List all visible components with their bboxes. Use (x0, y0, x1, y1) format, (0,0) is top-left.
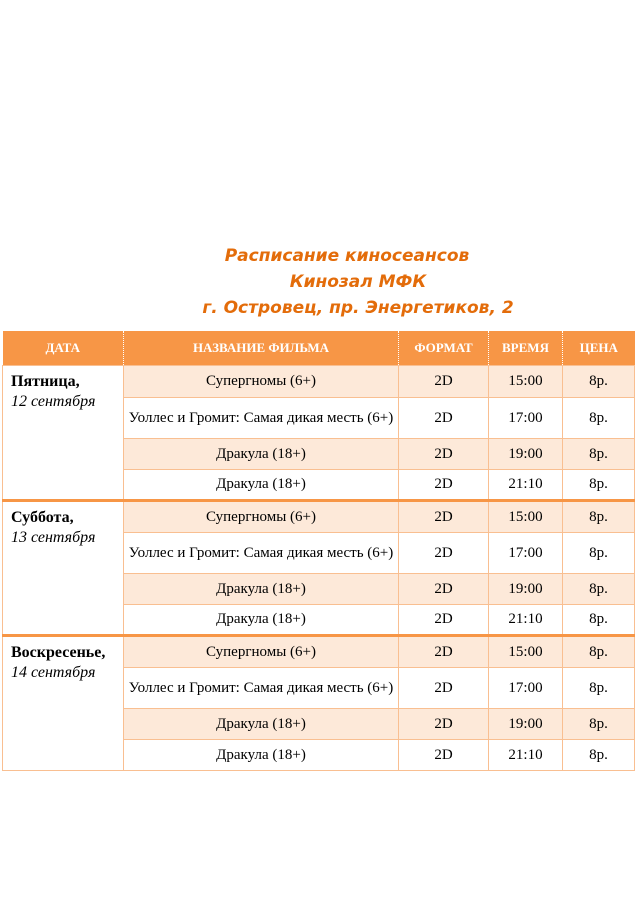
price-cell: 8р. (563, 636, 635, 668)
format-cell: 2D (399, 533, 489, 574)
time-cell: 17:00 (489, 668, 563, 709)
price-cell: 8р. (563, 366, 635, 398)
title-line-1: Расписание киносеансов (224, 246, 470, 266)
date-cell (3, 636, 124, 771)
day-date: 14 сентября (11, 664, 96, 681)
table-row (3, 501, 635, 533)
day-date: 13 сентября (11, 529, 96, 546)
film-title: Дракула (18+) (216, 476, 306, 492)
schedule-title (0, 243, 636, 321)
price-cell: 8р. (563, 501, 635, 533)
film-title: Дракула (18+) (216, 580, 306, 597)
column-header-price: ЦЕНА (563, 331, 635, 366)
time-cell: 17:00 (489, 533, 563, 574)
film-title: Супергномы (6+) (206, 373, 316, 389)
date-cell (3, 501, 124, 636)
format-cell: 2D (399, 574, 489, 605)
film-cell (124, 533, 399, 574)
format-cell: 2D (399, 366, 489, 398)
day-name: Суббота, (11, 509, 74, 526)
day-name: Пятница, (11, 373, 80, 390)
table-header-row (3, 331, 635, 366)
time-cell: 15:00 (489, 366, 563, 398)
schedule-table (2, 331, 635, 771)
film-title: Уоллес и Громит: Самая дикая месть (6+) (128, 544, 394, 561)
film-cell (124, 740, 399, 771)
format-cell: 2D (399, 470, 489, 501)
column-header-date: ДАТА (3, 331, 124, 366)
film-title: Дракула (18+) (216, 715, 306, 732)
column-header-time: ВРЕМЯ (489, 331, 563, 366)
day-date: 12 сентября (11, 393, 96, 410)
film-cell (124, 398, 399, 439)
format-cell: 2D (399, 398, 489, 439)
film-cell (124, 574, 399, 605)
price-cell: 8р. (563, 605, 635, 636)
format-cell: 2D (399, 740, 489, 771)
price-cell: 8р. (563, 740, 635, 771)
film-title: Уоллес и Громит: Самая дикая месть (6+) (128, 409, 394, 426)
date-cell (3, 366, 124, 501)
film-title: Дракула (18+) (216, 445, 306, 462)
film-title: Дракула (18+) (216, 746, 306, 763)
time-cell: 19:00 (489, 574, 563, 605)
column-header-film: НАЗВАНИЕ ФИЛЬМА (124, 331, 399, 366)
time-cell: 15:00 (489, 636, 563, 668)
film-cell (124, 470, 399, 501)
film-title: Уоллес и Громит: Самая дикая месть (6+) (128, 679, 394, 696)
price-cell: 8р. (563, 668, 635, 709)
time-cell: 15:00 (489, 501, 563, 533)
format-cell: 2D (399, 605, 489, 636)
film-title: Супергномы (6+) (206, 643, 316, 660)
title-line-3: г. Островец, пр. Энергетиков, 2 (202, 298, 514, 318)
price-cell: 8р. (563, 574, 635, 605)
price-cell: 8р. (563, 398, 635, 439)
film-title: Дракула (18+) (216, 611, 306, 627)
film-cell (124, 605, 399, 636)
table-row (3, 366, 635, 398)
column-header-format: ФОРМАТ (399, 331, 489, 366)
film-cell (124, 709, 399, 740)
time-cell: 19:00 (489, 709, 563, 740)
time-cell: 21:10 (489, 470, 563, 501)
day-name: Воскресенье, (11, 644, 106, 661)
time-cell: 17:00 (489, 398, 563, 439)
price-cell: 8р. (563, 439, 635, 470)
format-cell: 2D (399, 668, 489, 709)
price-cell: 8р. (563, 533, 635, 574)
film-cell (124, 439, 399, 470)
table-row (3, 636, 635, 668)
format-cell: 2D (399, 636, 489, 668)
format-cell: 2D (399, 709, 489, 740)
time-cell: 19:00 (489, 439, 563, 470)
price-cell: 8р. (563, 470, 635, 501)
time-cell: 21:10 (489, 605, 563, 636)
title-line-2: Кинозал МФК (289, 272, 427, 292)
format-cell: 2D (399, 501, 489, 533)
film-cell (124, 636, 399, 668)
price-cell: 8р. (563, 709, 635, 740)
film-cell (124, 501, 399, 533)
time-cell: 21:10 (489, 740, 563, 771)
film-title: Супергномы (6+) (206, 508, 316, 525)
film-cell (124, 366, 399, 398)
film-cell (124, 668, 399, 709)
format-cell: 2D (399, 439, 489, 470)
